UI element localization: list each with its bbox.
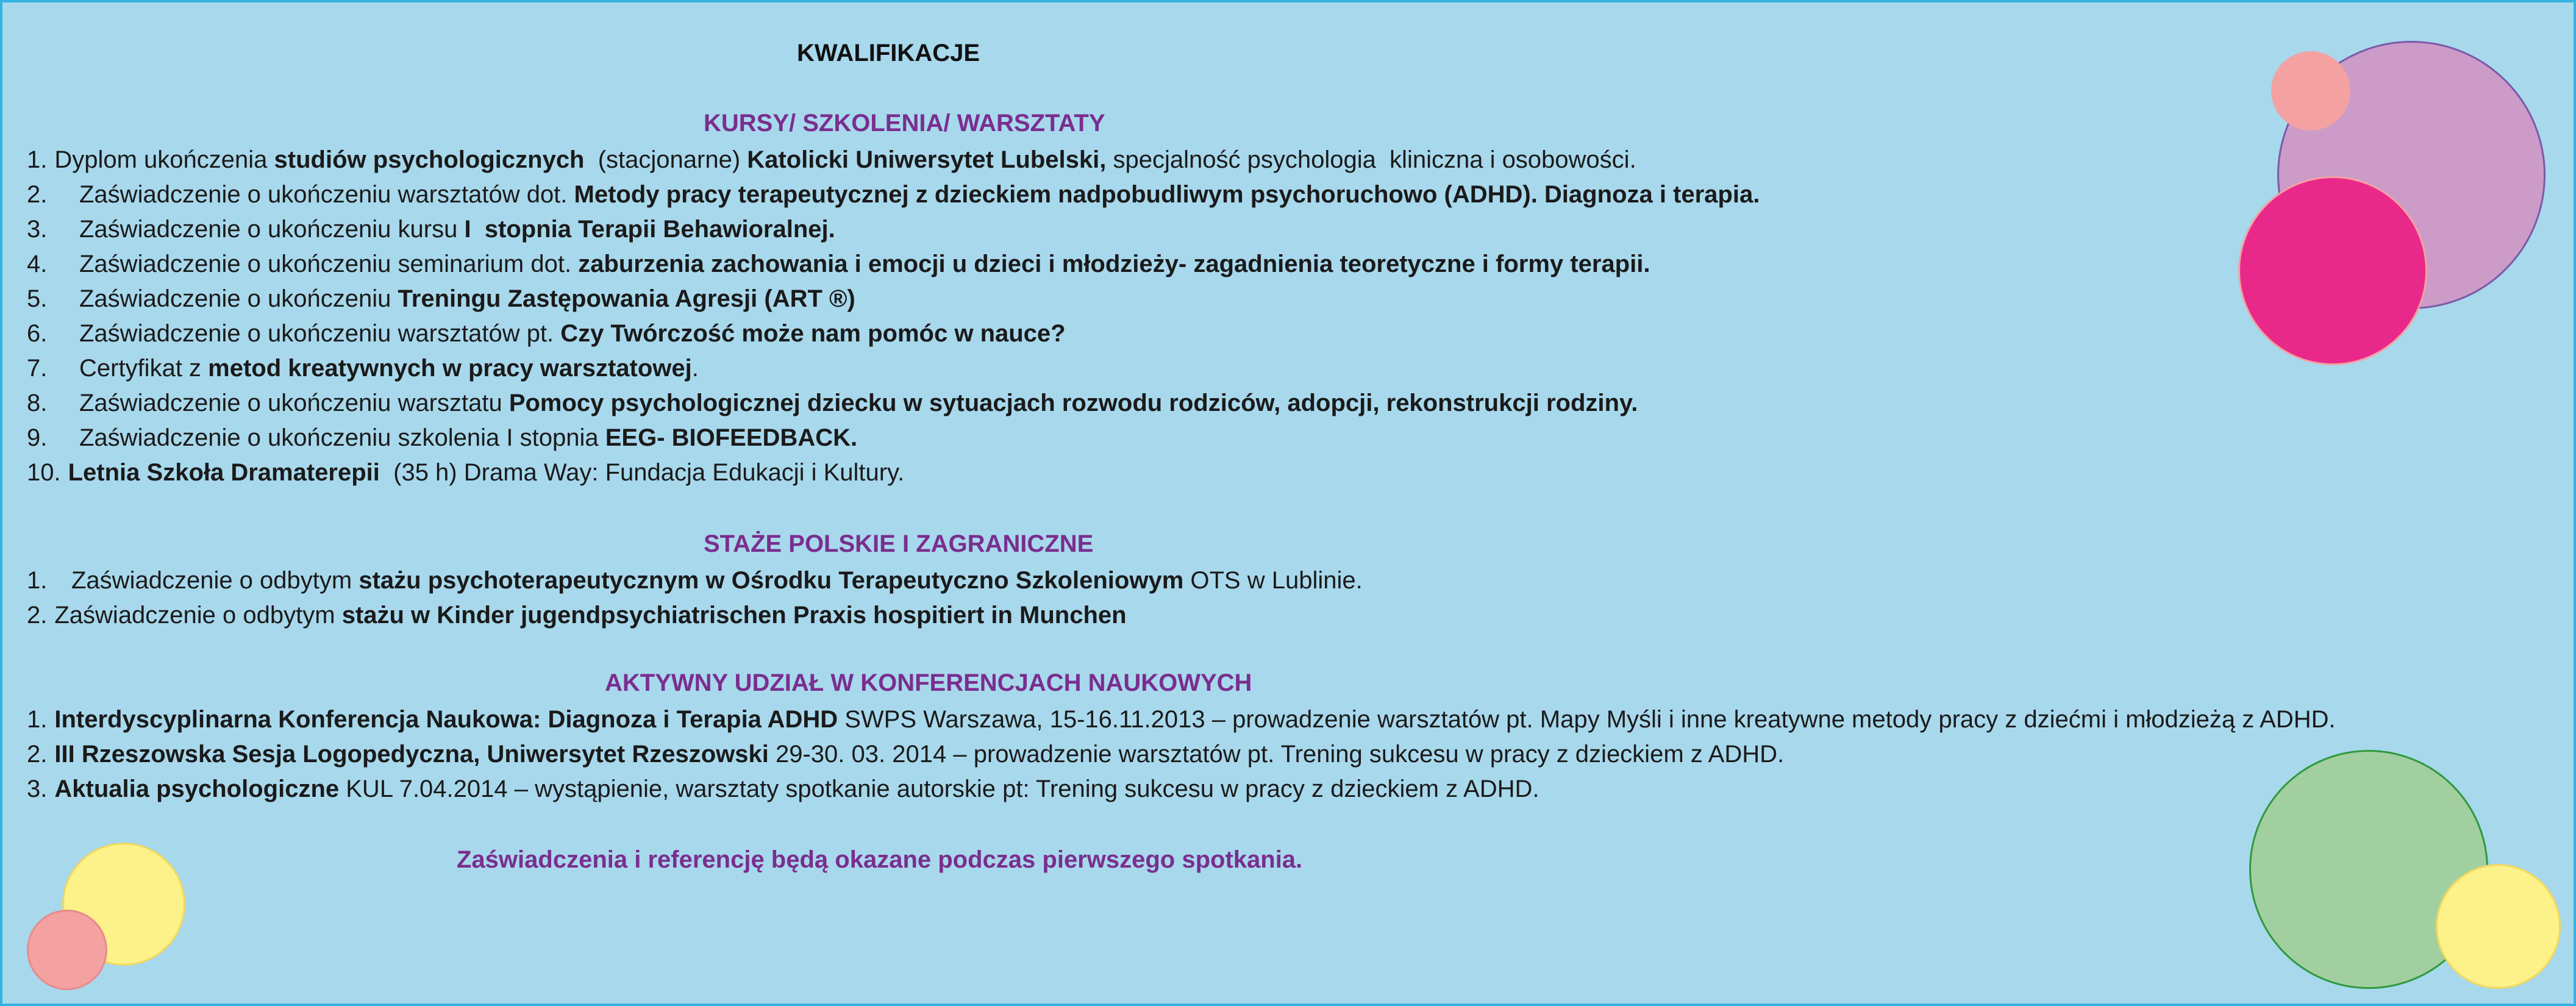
list-item-text: Zaświadczenie o ukończeniu	[79, 285, 398, 312]
list-item	[27, 284, 855, 313]
list-item-text: (stacjonarne)	[584, 146, 747, 173]
list-item-bold-text: Treningu Zastępowania Agresji (ART ®)	[398, 285, 855, 312]
list-item-text: Zaświadczenie o odbytym	[54, 602, 342, 629]
decorative-circle-salmon-left	[27, 910, 107, 990]
list-item	[27, 215, 835, 244]
list-item-bold-text: Aktualia psychologiczne	[54, 776, 340, 802]
list-item	[27, 388, 1638, 418]
list-item-bold-text: Interdyscyplinarna Konferencja Naukowa: Diagnoza i Terapia ADHD	[54, 706, 838, 733]
list-item-bold-text: Letnia Szkoła Dramaterepii	[68, 459, 380, 486]
list-item-text: .	[691, 355, 699, 382]
list-item	[27, 354, 699, 383]
list-item-text: OTS w Lublinie.	[1183, 567, 1363, 594]
decorative-circle-magenta	[2238, 176, 2427, 365]
decorative-circle-yellow-right	[2436, 864, 2561, 989]
list-item-number: 6.	[27, 320, 48, 347]
list-item-number: 1.	[27, 146, 48, 173]
list-item-text: Zaświadczenie o ukończeniu szkolenia I stopnia	[79, 424, 605, 451]
list-item-number: 3.	[27, 776, 48, 802]
list-item-bold-text: zaburzenia zachowania i emocji u dzieci i młodzieży- zagadnienia teoretyczne i formy terapii.	[578, 251, 1650, 277]
list-item-bold-text: stażu psychoterapeutycznym w Ośrodku Terapeutyczno Szkoleniowym	[359, 567, 1184, 594]
decorative-circle-salmon-top	[2271, 51, 2350, 130]
list-item-bold-text: III Rzeszowska Sesja Logopedyczna, Uniwersytet Rzeszowski	[54, 741, 769, 768]
list-item-number: 8.	[27, 390, 48, 416]
list-item-text: Zaświadczenie o ukończeniu kursu	[79, 216, 465, 243]
list-item	[27, 566, 1363, 595]
list-item-text: Zaświadczenie o odbytym	[71, 567, 359, 594]
list-item	[27, 601, 1127, 630]
list-item	[27, 705, 2336, 734]
list-item-text: SWPS Warszawa, 15-16.11.2013 – prowadzenie warsztatów pt. Mapy Myśli i inne kreatywne metody pracy z dziećmi i młodzieżą z ADHD.	[838, 706, 2336, 733]
list-item-text: Zaświadczenie o ukończeniu warsztatów dot.	[79, 181, 574, 208]
list-item-bold-text: metod kreatywnych w pracy warsztatowej	[208, 355, 692, 382]
list-item-bold-text: Katolicki Uniwersytet Lubelski,	[747, 146, 1107, 173]
list-item-text: Dyplom ukończenia	[54, 146, 274, 173]
list-item-bold-text: EEG- BIOFEEDBACK.	[605, 424, 858, 451]
list-item-number: 4.	[27, 251, 48, 277]
list-item-bold-text: stażu w Kinder jugendpsychiatrischen Praxis hospitiert in Munchen	[341, 602, 1127, 629]
list-item	[27, 423, 857, 452]
list-item-text: (35 h) Drama Way: Fundacja Edukacji i Kultury.	[379, 459, 905, 486]
list-item-number: 1.	[27, 567, 48, 594]
list-item-number: 2.	[27, 602, 48, 629]
list-item-bold-text: Metody pracy terapeutycznej z dzieckiem nadpobudliwym psychoruchowo (ADHD). Diagnoza i terapia.	[574, 181, 1760, 208]
list-item-text: Zaświadczenie o ukończeniu seminarium dot.	[79, 251, 579, 277]
list-item	[27, 249, 1650, 279]
list-item-number: 3.	[27, 216, 48, 243]
section-heading-conferences: AKTYWNY UDZIAŁ W KONFERENCJACH NAUKOWYCH	[605, 669, 1252, 696]
list-item-bold-text: Pomocy psychologicznej dziecku w sytuacjach rozwodu rodziców, adopcji, rekonstrukcji rodziny.	[508, 390, 1638, 416]
section-heading-courses: KURSY/ SZKOLENIA/ WARSZTATY	[704, 110, 1105, 137]
list-item	[27, 458, 904, 487]
list-item-text: Zaświadczenie o ukończeniu warsztatu	[79, 390, 509, 416]
list-item-number: 2.	[27, 741, 48, 768]
list-item-bold-text: I stopnia Terapii Behawioralnej.	[464, 216, 835, 243]
closing-note: Zaświadczenia i referencję będą okazane podczas pierwszego spotkania.	[457, 846, 1303, 873]
list-item-bold-text: Czy Twórczość może nam pomóc w nauce?	[560, 320, 1066, 347]
list-item-number: 5.	[27, 285, 48, 312]
list-item-text: KUL 7.04.2014 – wystąpienie, warsztaty spotkanie autorskie pt: Trening sukcesu w pracy z dzieckiem z ADHD.	[339, 776, 1540, 802]
list-item-number: 10.	[27, 459, 61, 486]
list-item	[27, 740, 1784, 769]
list-item	[27, 774, 1539, 804]
list-item-number: 2.	[27, 181, 48, 208]
list-item-number: 1.	[27, 706, 48, 733]
list-item-text: specjalność psychologia kliniczna i osobowości.	[1106, 146, 1636, 173]
section-heading-internships: STAŻE POLSKIE I ZAGRANICZNE	[704, 530, 1094, 557]
list-item	[27, 145, 1636, 174]
list-item	[27, 180, 1760, 209]
list-item-number: 7.	[27, 355, 48, 382]
list-item	[27, 319, 1066, 348]
page-title: KWALIFIKACJE	[797, 40, 980, 66]
list-item-text: 29-30. 03. 2014 – prowadzenie warsztatów pt. Trening sukcesu w pracy z dzieckiem z ADHD.	[768, 741, 1785, 768]
list-item-text: Certyfikat z	[79, 355, 209, 382]
list-item-number: 9.	[27, 424, 48, 451]
list-item-bold-text: studiów psychologicznych	[274, 146, 585, 173]
list-item-text: Zaświadczenie o ukończeniu warsztatów pt.	[79, 320, 561, 347]
